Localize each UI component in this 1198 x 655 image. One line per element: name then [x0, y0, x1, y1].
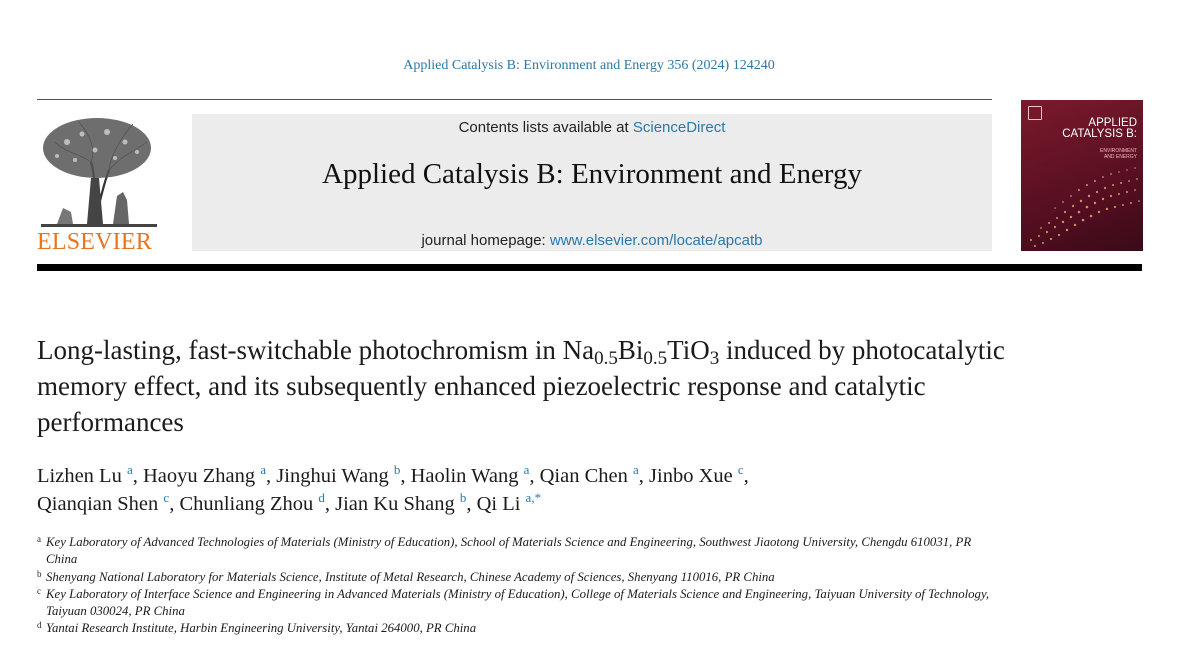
affiliation-marker[interactable]: a	[633, 462, 639, 477]
cover-subtitle-line2: AND ENERGY	[1103, 154, 1137, 160]
affiliation-marker[interactable]: a	[523, 462, 530, 477]
affiliation-marker[interactable]: a,*	[525, 490, 542, 505]
affiliation-marker[interactable]: d	[318, 490, 325, 505]
affiliation-item	[37, 534, 997, 569]
homepage-prefix: journal homepage:	[421, 232, 546, 249]
homepage-line	[192, 232, 992, 249]
author[interactable]: Qi Li $^{a,*}$	[476, 490, 542, 515]
affiliation-marker[interactable]: c	[163, 490, 170, 505]
title-part3: TiO	[667, 335, 710, 365]
header-bottom-rule	[37, 264, 1142, 271]
author[interactable]: Jian Ku Shang $^b$	[335, 490, 467, 515]
affiliation-mark: b	[37, 568, 42, 579]
affiliation-marker[interactable]: c	[737, 462, 744, 477]
cover-title	[1062, 118, 1137, 140]
cover-publisher-mark	[1028, 106, 1042, 120]
author[interactable]: Jinbo Xue $^c$	[649, 462, 744, 487]
affiliation-marker[interactable]: b	[459, 490, 467, 505]
journal-cover[interactable]	[1021, 100, 1143, 251]
journal-citation[interactable]: Applied Catalysis B: Environment and Energy 356 (2024) 124240	[403, 58, 775, 73]
author[interactable]: Lizhen Lu $^a$	[37, 462, 133, 487]
affiliation-mark: c	[37, 585, 41, 596]
affiliation-text: Shenyang National Laboratory for Materials Science, Institute of Metal Research, Chinese Academy of Sciences, Shenyang 110016, PR China	[46, 569, 775, 584]
author[interactable]: Qianqian Shen $^c$	[37, 490, 170, 515]
author-list: Lizhen Lu $^a$, Haoyu Zhang $^a$, Jinghui Wang $^b$, Haolin Wang $^a$, Qian Chen $^a$, Jinbo Xue $^c$, Qianqian Shen $^c$, Chunliang Zhou $^d$, Jian Ku Shang $^b$, Qi Li $^{a,*}$	[37, 462, 749, 515]
title-part4: induced by photocatalytic memory effect, and its subsequently enhanced piezoelectric response and catalytic performances	[37, 335, 1005, 437]
title-sub2: 0.5	[643, 348, 668, 369]
contents-prefix: Contents lists available at	[458, 119, 629, 136]
author[interactable]: Qian Chen $^a$	[539, 462, 639, 487]
affiliation-text: Key Laboratory of Interface Science and Engineering in Advanced Materials (Ministry of Education), College of Materials Science and Engineering, Taiyuan University of Technology, Taiyuan 030024, PR China	[46, 586, 990, 619]
article-title	[37, 332, 1037, 440]
affiliation-text: Key Laboratory of Advanced Technologies of Materials (Ministry of Education), School of Materials Science and Engineering, Southwest Jiaotong University, Chengdu 610031, PR China	[46, 535, 972, 567]
journal-title: Applied Catalysis B: Environment and Energy	[322, 158, 862, 190]
affiliation-list	[37, 534, 997, 638]
journal-banner	[192, 114, 992, 251]
affiliation-mark: a	[37, 534, 41, 544]
title-sub3: 3	[709, 348, 720, 369]
title-part2: Bi	[617, 335, 644, 365]
author[interactable]: Haoyu Zhang $^a$	[142, 462, 267, 487]
affiliation-item	[37, 620, 997, 637]
header-divider	[37, 99, 992, 100]
affiliation-mark: d	[37, 620, 42, 631]
cover-subtitle-line1: ENVIRONMENT	[1100, 148, 1137, 154]
sciencedirect-link[interactable]: ScienceDirect	[632, 119, 726, 136]
title-sub1: 0.5	[594, 348, 618, 369]
author[interactable]: Chunliang Zhou $^d$	[179, 490, 325, 515]
author[interactable]: Haolin Wang $^a$	[410, 462, 530, 487]
elsevier-wordmark[interactable]: ELSEVIER	[37, 229, 152, 255]
affiliation-marker[interactable]: b	[393, 462, 401, 477]
affiliation-marker[interactable]: a	[260, 462, 267, 477]
cover-subtitle	[1100, 148, 1137, 160]
affiliation-item	[37, 586, 997, 621]
author[interactable]: Jinghui Wang $^b$	[276, 462, 401, 487]
affiliation-item	[37, 569, 997, 586]
cover-title-line2: CATALYSIS B:	[1062, 128, 1137, 140]
homepage-link[interactable]: www.elsevier.com/locate/apcatb	[549, 232, 763, 249]
affiliation-text: Yantai Research Institute, Harbin Engineering University, Yantai 264000, PR China	[46, 621, 477, 636]
cover-title-line1: APPLIED	[1088, 117, 1137, 129]
affiliation-marker[interactable]: a	[126, 462, 133, 477]
title-part1: Long-lasting, fast-switchable photochromism in Na	[37, 335, 595, 365]
contents-line	[192, 119, 992, 136]
